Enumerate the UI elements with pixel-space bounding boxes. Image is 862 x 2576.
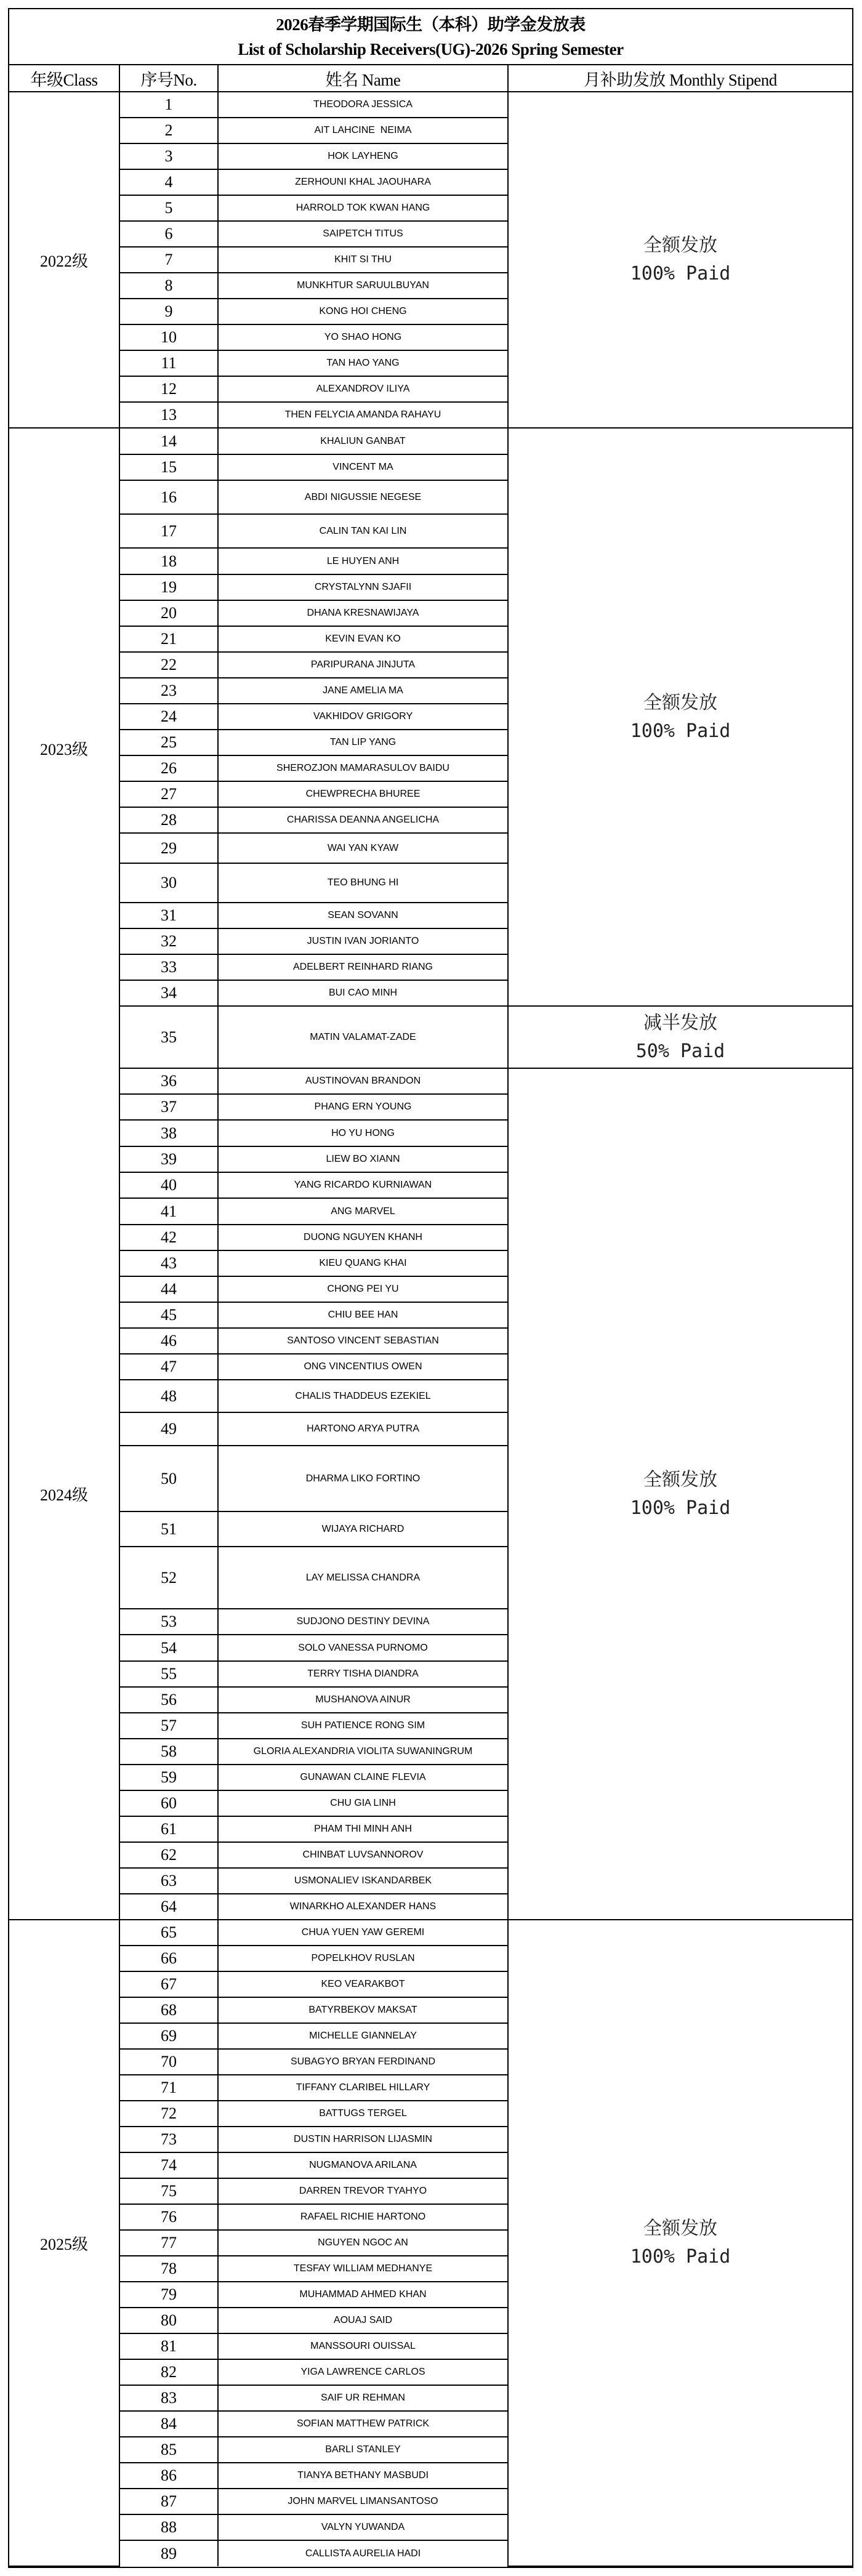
student-name: MUSHANOVA AINUR [218, 1687, 508, 1713]
row-number: 6 [119, 221, 218, 247]
student-name: AOUAJ SAID [218, 2308, 508, 2333]
student-name: CHARISSA DEANNA ANGELICHA [218, 807, 508, 833]
student-name: PHAM THI MINH ANH [218, 1816, 508, 1842]
student-name: ADELBERT REINHARD RIANG [218, 954, 508, 980]
student-name: CHEWPRECHA BHUREE [218, 781, 508, 807]
row-number: 39 [119, 1146, 218, 1172]
row-number: 17 [119, 514, 218, 548]
student-name: HOK LAYHENG [218, 143, 508, 169]
student-name: GLORIA ALEXANDRIA VIOLITA SUWANINGRUM [218, 1739, 508, 1765]
student-name: ABDI NIGUSSIE NEGESE [218, 480, 508, 514]
student-name: YANG RICARDO KURNIAWAN [218, 1172, 508, 1198]
row-number: 73 [119, 2127, 218, 2152]
row-number: 80 [119, 2308, 218, 2333]
row-number: 2 [119, 118, 218, 143]
student-name: VAKHIDOV GRIGORY [218, 704, 508, 730]
table-row [9, 428, 852, 454]
row-number: 24 [119, 704, 218, 730]
row-number: 72 [119, 2101, 218, 2127]
student-name: MATIN VALAMAT-ZADE [218, 1006, 508, 1068]
student-name: TAN HAO YANG [218, 350, 508, 376]
row-number: 15 [119, 454, 218, 480]
student-name: DARREN TREVOR TYAHYO [218, 2178, 508, 2204]
student-name: MUNKHTUR SARUULBUYAN [218, 273, 508, 299]
row-number: 12 [119, 376, 218, 402]
table-row [9, 1920, 852, 1946]
student-name: CHONG PEI YU [218, 1276, 508, 1302]
row-number: 37 [119, 1094, 218, 1120]
student-name: MICHELLE GIANNELAY [218, 2023, 508, 2049]
stipend-cell [508, 428, 852, 1006]
row-number: 66 [119, 1946, 218, 1971]
stipend-status-en: 100% Paid [630, 720, 731, 742]
stipend-status-cn: 全额发放 [643, 235, 717, 256]
row-number: 10 [119, 324, 218, 350]
row-number: 62 [119, 1842, 218, 1868]
title-block [9, 9, 852, 65]
row-number: 29 [119, 833, 218, 863]
student-name: MUHAMMAD AHMED KHAN [218, 2282, 508, 2308]
student-name: CALIN TAN KAI LIN [218, 514, 508, 548]
row-number: 14 [119, 428, 218, 454]
student-name: CALLISTA AURELIA HADI [218, 2540, 508, 2566]
student-name: POPELKHOV RUSLAN [218, 1946, 508, 1971]
row-number: 82 [119, 2359, 218, 2385]
row-number: 45 [119, 1302, 218, 1328]
row-number: 1 [119, 92, 218, 118]
row-number: 22 [119, 652, 218, 678]
row-number: 4 [119, 169, 218, 195]
table-row [9, 92, 852, 118]
stipend-status-en: 50% Paid [635, 1040, 725, 1062]
student-name: HARROLD TOK KWAN HANG [218, 195, 508, 221]
student-name: CRYSTALYNN SJAFII [218, 574, 508, 600]
student-name: SOLO VANESSA PURNOMO [218, 1635, 508, 1661]
student-name: CHIU BEE HAN [218, 1302, 508, 1328]
student-name: YIGA LAWRENCE CARLOS [218, 2359, 508, 2385]
stipend-status-cn: 全额发放 [643, 1468, 717, 1491]
student-name: TIANYA BETHANY MASBUDI [218, 2463, 508, 2489]
row-number: 67 [119, 1971, 218, 1997]
table-body [9, 92, 852, 2566]
student-name: BUI CAO MINH [218, 980, 508, 1006]
row-number: 25 [119, 730, 218, 755]
stipend-cell [508, 1068, 852, 1920]
row-number: 59 [119, 1765, 218, 1790]
row-number: 88 [119, 2514, 218, 2540]
row-number: 21 [119, 626, 218, 652]
student-name: KEO VEARAKBOT [218, 1971, 508, 1997]
row-number: 69 [119, 2023, 218, 2049]
student-name: SAIF UR REHMAN [218, 2385, 508, 2411]
row-number: 38 [119, 1120, 218, 1146]
student-name: WAI YAN KYAW [218, 833, 508, 863]
student-name: TESFAY WILLIAM MEDHANYE [218, 2256, 508, 2282]
student-name: TEO BHUNG HI [218, 863, 508, 903]
student-name: SHEROZJON MAMARASULOV BAIDU [218, 755, 508, 781]
scholarship-sheet [8, 8, 853, 2568]
row-number: 28 [119, 807, 218, 833]
student-name: VALYN YUWANDA [218, 2514, 508, 2540]
class-cell: 2023级 [9, 428, 119, 1068]
row-number: 70 [119, 2049, 218, 2075]
student-name: BATTUGS TERGEL [218, 2101, 508, 2127]
student-name: NGUYEN NGOC AN [218, 2230, 508, 2256]
table-header-row [9, 65, 852, 92]
stipend-status-cn: 全额发放 [643, 2218, 717, 2239]
student-name: WINARKHO ALEXANDER HANS [218, 1894, 508, 1920]
row-number: 54 [119, 1635, 218, 1661]
row-number: 83 [119, 2385, 218, 2411]
student-name: CHUA YUEN YAW GEREMI [218, 1920, 508, 1946]
column-header-no: 序号No. [119, 65, 218, 92]
row-number: 77 [119, 2230, 218, 2256]
row-number: 48 [119, 1380, 218, 1412]
table-row [9, 1006, 852, 1068]
row-number: 68 [119, 1997, 218, 2023]
stipend-status-en: 100% Paid [630, 1497, 731, 1519]
student-name: USMONALIEV ISKANDARBEK [218, 1868, 508, 1894]
row-number: 49 [119, 1412, 218, 1446]
student-name: TERRY TISHA DIANDRA [218, 1661, 508, 1687]
title-english: List of Scholarship Receivers(UG)-2026 Spring Semester [238, 40, 624, 58]
student-name: WIJAYA RICHARD [218, 1511, 508, 1547]
row-number: 30 [119, 863, 218, 903]
row-number: 74 [119, 2152, 218, 2178]
student-name: DHARMA LIKO FORTINO [218, 1446, 508, 1511]
row-number: 16 [119, 480, 218, 514]
row-number: 60 [119, 1790, 218, 1816]
student-name: YO SHAO HONG [218, 324, 508, 350]
row-number: 32 [119, 928, 218, 954]
student-name: HO YU HONG [218, 1120, 508, 1146]
student-name: KIEU QUANG KHAI [218, 1250, 508, 1276]
row-number: 85 [119, 2437, 218, 2463]
stipend-cell [508, 1006, 852, 1068]
row-number: 47 [119, 1354, 218, 1380]
column-header-stipend: 月补助发放 Monthly Stipend [508, 65, 852, 92]
row-number: 61 [119, 1816, 218, 1842]
row-number: 79 [119, 2282, 218, 2308]
row-number: 19 [119, 574, 218, 600]
row-number: 76 [119, 2204, 218, 2230]
student-name: BATYRBEKOV MAKSAT [218, 1997, 508, 2023]
row-number: 53 [119, 1609, 218, 1635]
stipend-status-cn: 全额发放 [643, 691, 717, 714]
stipend-status-en: 100% Paid [630, 263, 731, 284]
row-number: 51 [119, 1511, 218, 1547]
student-name: MANSSOURI OUISSAL [218, 2333, 508, 2359]
row-number: 7 [119, 247, 218, 273]
student-name: JANE AMELIA MA [218, 678, 508, 704]
student-name: KHIT SI THU [218, 247, 508, 273]
row-number: 36 [119, 1068, 218, 1094]
student-name: SUBAGYO BRYAN FERDINAND [218, 2049, 508, 2075]
student-name: KHALIUN GANBAT [218, 428, 508, 454]
row-number: 20 [119, 600, 218, 626]
student-name: NUGMANOVA ARILANA [218, 2152, 508, 2178]
student-name: LAY MELISSA CHANDRA [218, 1547, 508, 1609]
row-number: 86 [119, 2463, 218, 2489]
table-row [9, 1068, 852, 1094]
student-name: JUSTIN IVAN JORIANTO [218, 928, 508, 954]
student-name: TAN LIP YANG [218, 730, 508, 755]
row-number: 87 [119, 2489, 218, 2514]
student-name: THEODORA JESSICA [218, 92, 508, 118]
student-name: THEN FELYCIA AMANDA RAHAYU [218, 402, 508, 428]
student-name: PARIPURANA JINJUTA [218, 652, 508, 678]
row-number: 52 [119, 1547, 218, 1609]
row-number: 55 [119, 1661, 218, 1687]
row-number: 26 [119, 755, 218, 781]
student-name: HARTONO ARYA PUTRA [218, 1412, 508, 1446]
student-name: LIEW BO XIANN [218, 1146, 508, 1172]
row-number: 75 [119, 2178, 218, 2204]
row-number: 84 [119, 2411, 218, 2437]
row-number: 9 [119, 299, 218, 324]
student-name: VINCENT MA [218, 454, 508, 480]
row-number: 50 [119, 1446, 218, 1511]
column-header-name: 姓名 Name [218, 65, 508, 92]
scholarship-table [9, 65, 852, 2567]
student-name: DUSTIN HARRISON LIJASMIN [218, 2127, 508, 2152]
row-number: 71 [119, 2075, 218, 2101]
row-number: 40 [119, 1172, 218, 1198]
row-number: 18 [119, 548, 218, 574]
student-name: CHU GIA LINH [218, 1790, 508, 1816]
student-name: SUDJONO DESTINY DEVINA [218, 1609, 508, 1635]
student-name: SANTOSO VINCENT SEBASTIAN [218, 1328, 508, 1354]
student-name: AIT LAHCINE NEIMA [218, 118, 508, 143]
row-number: 46 [119, 1328, 218, 1354]
row-number: 64 [119, 1894, 218, 1920]
stipend-status-en: 100% Paid [630, 2246, 731, 2268]
student-name: SOFIAN MATTHEW PATRICK [218, 2411, 508, 2437]
row-number: 5 [119, 195, 218, 221]
student-name: ANG MARVEL [218, 1198, 508, 1225]
stipend-cell [508, 92, 852, 428]
row-number: 58 [119, 1739, 218, 1765]
row-number: 33 [119, 954, 218, 980]
student-name: SEAN SOVANN [218, 903, 508, 928]
row-number: 78 [119, 2256, 218, 2282]
class-cell: 2022级 [9, 92, 119, 428]
row-number: 81 [119, 2333, 218, 2359]
student-name: AUSTINOVAN BRANDON [218, 1068, 508, 1094]
row-number: 11 [119, 350, 218, 376]
row-number: 65 [119, 1920, 218, 1946]
stipend-cell [508, 1920, 852, 2566]
stipend-status-cn: 减半发放 [643, 1012, 717, 1034]
student-name: JOHN MARVEL LIMANSANTOSO [218, 2489, 508, 2514]
row-number: 43 [119, 1250, 218, 1276]
class-cell: 2025级 [9, 1920, 119, 2566]
row-number: 42 [119, 1225, 218, 1250]
student-name: CHALIS THADDEUS EZEKIEL [218, 1380, 508, 1412]
row-number: 34 [119, 980, 218, 1006]
row-number: 44 [119, 1276, 218, 1302]
title-chinese: 2026春季学期国际生（本科）助学金发放表 [276, 15, 586, 34]
student-name: BARLI STANLEY [218, 2437, 508, 2463]
row-number: 63 [119, 1868, 218, 1894]
student-name: PHANG ERN YOUNG [218, 1094, 508, 1120]
row-number: 23 [119, 678, 218, 704]
row-number: 57 [119, 1713, 218, 1739]
row-number: 31 [119, 903, 218, 928]
student-name: GUNAWAN CLAINE FLEVIA [218, 1765, 508, 1790]
student-name: KEVIN EVAN KO [218, 626, 508, 652]
row-number: 89 [119, 2540, 218, 2566]
student-name: TIFFANY CLARIBEL HILLARY [218, 2075, 508, 2101]
student-name: ALEXANDROV ILIYA [218, 376, 508, 402]
row-number: 13 [119, 402, 218, 428]
row-number: 35 [119, 1006, 218, 1068]
row-number: 56 [119, 1687, 218, 1713]
student-name: DUONG NGUYEN KHANH [218, 1225, 508, 1250]
student-name: DHANA KRESNAWIJAYA [218, 600, 508, 626]
student-name: SAIPETCH TITUS [218, 221, 508, 247]
student-name: KONG HOI CHENG [218, 299, 508, 324]
student-name: ONG VINCENTIUS OWEN [218, 1354, 508, 1380]
student-name: LE HUYEN ANH [218, 548, 508, 574]
row-number: 27 [119, 781, 218, 807]
student-name: SUH PATIENCE RONG SIM [218, 1713, 508, 1739]
student-name: CHINBAT LUVSANNOROV [218, 1842, 508, 1868]
class-cell: 2024级 [9, 1068, 119, 1920]
student-name: ZERHOUNI KHAL JAOUHARA [218, 169, 508, 195]
row-number: 41 [119, 1198, 218, 1225]
row-number: 8 [119, 273, 218, 299]
column-header-class: 年级Class [9, 65, 119, 92]
row-number: 3 [119, 143, 218, 169]
student-name: RAFAEL RICHIE HARTONO [218, 2204, 508, 2230]
